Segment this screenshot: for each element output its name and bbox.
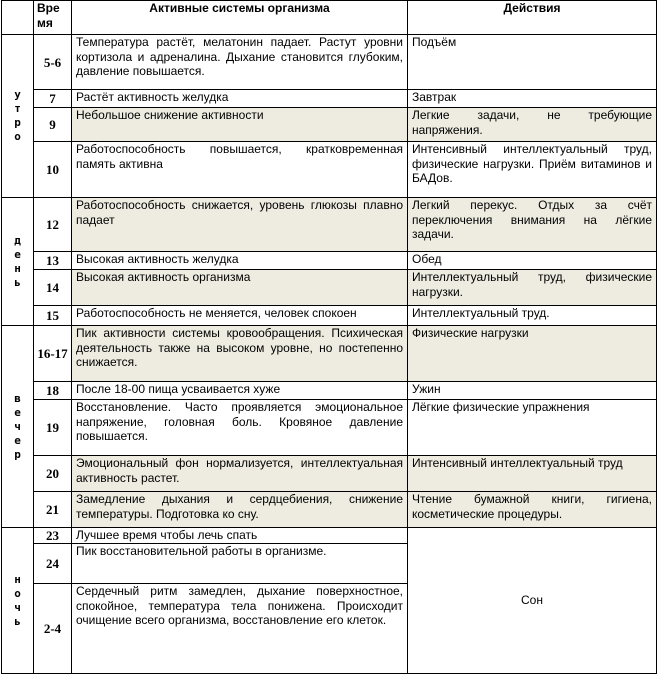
systems-cell: Работоспособность повышается, кратковременная память активна — [72, 142, 408, 198]
period-day — [2, 198, 34, 326]
systems-cell: Растёт активность желудка — [72, 90, 408, 108]
period-letter: в — [14, 391, 21, 405]
systems-cell: Высокая активность организма — [72, 270, 408, 306]
action-cell: Чтение бумажной книги, гигиена, косметические процедуры. — [408, 492, 657, 528]
time-cell: 19 — [34, 400, 72, 456]
systems-cell: После 18-00 пища усваивается хуже — [72, 382, 408, 400]
time-cell: 21 — [34, 492, 72, 528]
systems-cell: Восстановление. Часто проявляется эмоциональное напряжение, головная боль. Кровяное давление повышается. — [72, 400, 408, 456]
period-letter: д — [14, 233, 21, 247]
action-cell: Легкие задачи, не требующие напряжения. — [408, 108, 657, 142]
time-cell: 12 — [34, 198, 72, 252]
period-letter: о — [14, 130, 21, 143]
period-letter: ч — [14, 419, 21, 433]
action-cell: Ужин — [408, 382, 657, 400]
period-letter: н — [14, 261, 21, 275]
systems-cell: Температура растёт, мелатонин падает. Растут уровни кортизола и адреналина. Дыхание становится глубоким, давление повышается. — [72, 35, 408, 90]
table-row — [2, 270, 657, 306]
table-row — [2, 382, 657, 400]
action-cell: Интеллектуальный труд. — [408, 306, 657, 326]
table-row — [2, 528, 657, 544]
time-cell: 18 — [34, 382, 72, 400]
period-letter: у — [14, 88, 21, 101]
action-cell: Физические нагрузки — [408, 326, 657, 382]
time-cell: 24 — [34, 544, 72, 584]
period-letter: ь — [14, 275, 21, 289]
time-cell: 10 — [34, 142, 72, 198]
period-night — [2, 528, 34, 674]
biorhythm-table — [1, 0, 657, 674]
table-row — [2, 306, 657, 326]
systems-cell: Сердечный ритм замедлен, дыхание поверхностное, спокойное, температура тела понижена. Происходит очищение всего организма, восстановление его клеток. — [72, 584, 408, 674]
header-time-part: Вре — [37, 1, 60, 15]
action-cell: Интенсивный интеллектуальный труд — [408, 456, 657, 492]
systems-cell: Высокая активность желудка — [72, 252, 408, 270]
header-actions: Действия — [408, 1, 657, 35]
header-row — [2, 1, 657, 35]
header-systems: Активные системы организма — [72, 1, 408, 35]
systems-cell: Лучшее время чтобы лечь спать — [72, 528, 408, 544]
time-cell: 23 — [34, 528, 72, 544]
systems-cell: Работоспособность не меняется, человек спокоен — [72, 306, 408, 326]
period-letter: е — [14, 405, 21, 419]
systems-cell: Эмоциональный фон нормализуется, интеллектуальная активность растет. — [72, 456, 408, 492]
action-cell: Интеллектуальный труд, физические нагрузки. — [408, 270, 657, 306]
time-cell: 14 — [34, 270, 72, 306]
table-row — [2, 400, 657, 456]
table-row — [2, 492, 657, 528]
systems-cell: Работоспособность снижается, уровень глюкозы плавно падает — [72, 198, 408, 252]
period-letter: е — [14, 433, 21, 447]
systems-cell: Замедление дыхания и сердцебиения, снижение температуры. Подготовка ко сну. — [72, 492, 408, 528]
systems-cell: Небольшое снижение активности — [72, 108, 408, 142]
period-letter: ь — [14, 614, 21, 628]
period-letter: н — [14, 572, 21, 586]
period-letter: ч — [14, 600, 21, 614]
period-letter: р — [14, 447, 21, 461]
action-cell: Легкий перекус. Отдых за счёт переключения внимания на лёгкие задачи. — [408, 198, 657, 252]
table-row — [2, 252, 657, 270]
time-cell: 20 — [34, 456, 72, 492]
header-time-part: мя — [37, 16, 53, 30]
sleep-cell: Сон — [408, 528, 657, 674]
table-row — [2, 456, 657, 492]
period-letter: е — [14, 247, 21, 261]
table-row — [2, 326, 657, 382]
systems-cell: Пик активности системы кровообращения. Психическая деятельность также на высоком уровне, но постепенно снижается. — [72, 326, 408, 382]
action-cell: Обед — [408, 252, 657, 270]
systems-cell: Пик восстановительной работы в организме. — [72, 544, 408, 584]
table-row — [2, 90, 657, 108]
time-cell: 13 — [34, 252, 72, 270]
time-cell: 9 — [34, 108, 72, 142]
table-row — [2, 108, 657, 142]
period-letter: т — [14, 102, 21, 115]
table-row — [2, 198, 657, 252]
header-time — [34, 1, 72, 35]
action-cell: Подъём — [408, 35, 657, 90]
action-cell: Завтрак — [408, 90, 657, 108]
table-row — [2, 142, 657, 198]
period-letter: о — [14, 586, 21, 600]
action-cell: Интенсивный интеллектуальный труд, физические нагрузки. Приём витаминов и БАДов. — [408, 142, 657, 198]
header-period — [2, 1, 34, 35]
header-time-text — [37, 1, 60, 30]
time-cell: 7 — [34, 90, 72, 108]
time-cell: 5-6 — [34, 35, 72, 90]
table-row — [2, 35, 657, 90]
time-cell: 16-17 — [34, 326, 72, 382]
time-cell: 15 — [34, 306, 72, 326]
action-cell: Лёгкие физические упражнения — [408, 400, 657, 456]
period-morning — [2, 35, 34, 198]
period-evening — [2, 326, 34, 528]
time-cell: 2-4 — [34, 584, 72, 674]
period-letter: р — [14, 116, 21, 129]
